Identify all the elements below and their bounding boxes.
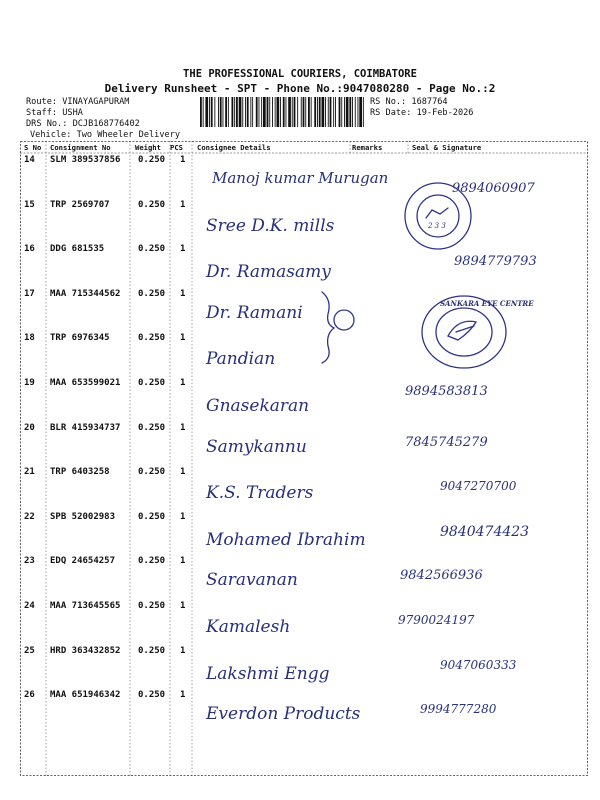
drs-number: DRS No.: DCJB168776402 (26, 119, 140, 129)
consignment-cell: BLR 415934737 (50, 422, 121, 433)
pcs-cell: 1 (180, 601, 186, 611)
consignment-cell: MAA 653599021 (50, 378, 121, 388)
signature-handwriting: 9994777280 (420, 702, 497, 717)
sno-cell: 17 (24, 288, 35, 299)
signature-handwriting: 9894060907 (452, 181, 535, 196)
consignee-handwriting: Lakshmi Engg (206, 663, 330, 684)
col-consignee: Consignee Details (197, 143, 271, 152)
pcs-cell: 1 (180, 422, 186, 433)
table-row (0, 423, 600, 467)
sno-cell: 26 (24, 690, 35, 701)
table-row (0, 378, 600, 422)
table-row (0, 155, 600, 199)
signature-handwriting: 9047060333 (440, 657, 517, 672)
table-row (0, 556, 600, 600)
weight-cell: 0.250 (138, 511, 166, 522)
consignee-handwriting: Everdon Products (206, 704, 361, 725)
sankara-stamp-text: SANKARA EYE CENTRE (440, 299, 534, 308)
col-remarks: Remarks (352, 143, 383, 152)
sno-cell: 14 (24, 155, 35, 165)
weight-cell: 0.250 (138, 378, 166, 388)
consignment-cell: HRD 363432852 (50, 645, 121, 656)
pcs-cell: 1 (180, 288, 186, 299)
sno-cell: 24 (24, 601, 35, 611)
signature-handwriting: 9894779793 (454, 254, 537, 270)
sno-cell: 23 (24, 556, 35, 567)
consignee-handwriting: Dr. Ramani (206, 302, 303, 323)
sno-cell: 18 (24, 333, 35, 344)
weight-cell: 0.250 (138, 467, 166, 478)
sankara-stamp-icon (418, 292, 534, 372)
weight-cell: 0.250 (138, 244, 166, 255)
sno-cell: 19 (24, 378, 35, 388)
col-consignment: Consignment No (50, 143, 111, 152)
vehicle-text: Vehicle: Two Wheeler Delivery (30, 130, 181, 140)
consignee-handwriting: Saravanan (206, 570, 298, 591)
consignee-handwriting: Mohamed Ibrahim (206, 529, 366, 550)
consignment-cell: TRP 6976345 (50, 333, 110, 344)
consignee-handwriting: Dr. Ramasamy (206, 262, 331, 283)
consignee-handwriting: Gnasekaran (206, 396, 310, 416)
consignment-cell: TRP 2569707 (50, 199, 110, 210)
consignment-cell: TRP 6403258 (50, 467, 110, 478)
table-row (0, 512, 600, 556)
pcs-cell: 1 (180, 690, 186, 701)
pcs-cell: 1 (180, 467, 186, 478)
col-weight: Weight (135, 143, 161, 152)
signature-handwriting: 9842566936 (400, 568, 483, 584)
runsheet-subtitle: Delivery Runsheet - SPT - Phone No.:9047080280 - Page No.:2 (104, 82, 496, 95)
consignee-handwriting: Sree D.K. mills (206, 215, 335, 236)
pcs-cell: 1 (180, 155, 186, 165)
table-row (0, 333, 600, 377)
pcs-cell: 1 (180, 244, 186, 255)
sno-cell: 21 (24, 467, 35, 478)
weight-cell: 0.250 (138, 556, 166, 567)
table-row (0, 289, 600, 333)
weight-cell: 0.250 (138, 333, 166, 344)
col-seal-signature: Seal & Signature (412, 143, 482, 152)
svg-text:2 3 3: 2 3 3 (428, 222, 446, 230)
consignment-cell: MAA 713645565 (50, 601, 121, 611)
consignment-cell: EDQ 24654257 (50, 556, 116, 567)
pcs-cell: 1 (180, 333, 186, 344)
weight-cell: 0.250 (138, 199, 166, 210)
sno-cell: 22 (24, 511, 35, 522)
consignee-handwriting: K.S. Traders (206, 483, 314, 504)
company-title: THE PROFESSIONAL COURIERS, COIMBATORE (183, 68, 417, 80)
sno-cell: 16 (24, 244, 35, 255)
table-row (0, 467, 600, 511)
table-row (0, 200, 600, 244)
table-row (0, 244, 600, 288)
consignment-cell: MAA 715344562 (50, 288, 121, 299)
col-pcs: PCS (170, 143, 183, 152)
pcs-cell: 1 (180, 645, 186, 656)
rs-number: RS No.: 1687764 (370, 97, 448, 107)
consignment-cell: SPB 52002983 (50, 511, 116, 522)
barcode (200, 97, 365, 127)
signature-handwriting: 9840474423 (440, 523, 530, 540)
pcs-cell: 1 (180, 199, 186, 210)
weight-cell: 0.250 (138, 601, 166, 611)
consignment-cell: SLM 389537856 (50, 155, 121, 165)
consignee-handwriting: Pandian (206, 349, 276, 370)
round-stamp-icon (402, 180, 474, 252)
weight-cell: 0.250 (138, 645, 166, 656)
weight-cell: 0.250 (138, 422, 166, 433)
table-row (0, 601, 600, 645)
signature-handwriting: 7845745279 (405, 434, 488, 450)
col-sno: S No (24, 143, 42, 152)
weight-cell: 0.250 (138, 690, 166, 701)
sno-cell: 20 (24, 422, 35, 433)
pcs-cell: 1 (180, 556, 186, 567)
signature-handwriting: 9790024197 (398, 613, 475, 627)
signature-handwriting: 9047270700 (440, 479, 517, 494)
table-row (0, 690, 600, 734)
consignee-handwriting: Manoj kumar Murugan (212, 169, 389, 187)
staff-text: Staff: USHA (26, 108, 83, 118)
consignment-cell: DDG 681535 (50, 244, 105, 255)
pcs-cell: 1 (180, 378, 186, 388)
consignment-cell: MAA 651946342 (50, 690, 121, 701)
weight-cell: 0.250 (138, 155, 166, 165)
signature-handwriting: 9894583813 (405, 384, 488, 399)
weight-cell: 0.250 (138, 288, 166, 299)
pcs-cell: 1 (180, 511, 186, 522)
consignee-handwriting: Samykannu (206, 436, 307, 457)
consignee-handwriting: Kamalesh (206, 617, 291, 637)
sno-cell: 25 (24, 645, 35, 656)
table-row (0, 646, 600, 690)
bracket-mark-icon (318, 290, 358, 365)
sno-cell: 15 (24, 199, 35, 210)
rs-date: RS Date: 19-Feb-2026 (370, 108, 474, 118)
route-text: Route: VINAYAGAPURAM (26, 97, 130, 107)
